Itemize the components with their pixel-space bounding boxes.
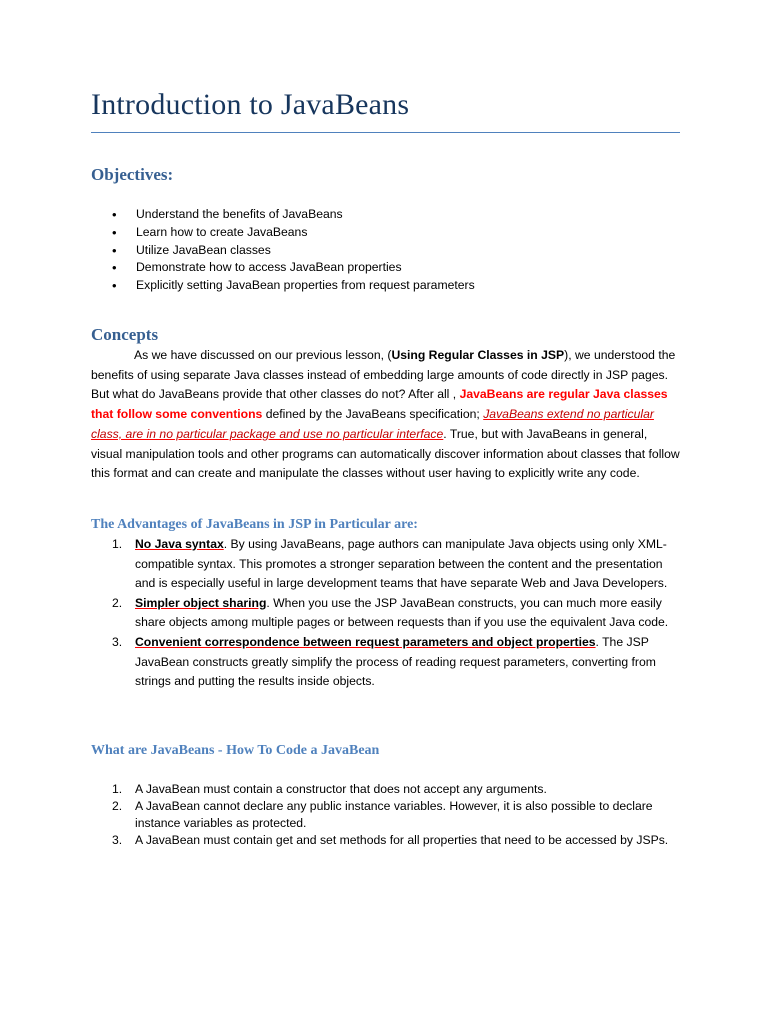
objective-item: • Demonstrate how to access JavaBean properties (112, 259, 475, 277)
concepts-text: defined by the JavaBeans specification; (262, 407, 484, 422)
advantage-text: . The JSP JavaBean constructs greatly simplify the process of reading request parameters, converting from strings and putting the results inside objects. (135, 634, 656, 689)
objective-item: • Explicitly setting JavaBean properties from request parameters (112, 277, 475, 295)
concepts-text: ), we understood the benefits of using separate Java classes instead of embedding large amounts of code directly in JSP pages. But what do JavaBeans provide that other classes do not? After all , (91, 348, 676, 402)
advantage-title: Simpler object sharing (135, 595, 267, 610)
objectives-list (112, 206, 475, 295)
advantage-title: Convenient correspondence between request parameters and object properties (135, 634, 596, 649)
advantage-title: No Java syntax (135, 537, 224, 551)
objective-item: • Learn how to create JavaBeans (112, 224, 475, 242)
howto-item (112, 798, 682, 832)
howto-text: A JavaBean cannot declare any public instance variables. However, it is also possible to declare instance variables as protected. (135, 798, 653, 830)
howto-heading: What are JavaBeans - How To Code a JavaBean (91, 743, 380, 758)
lesson-reference: Using Regular Classes in JSP (391, 348, 565, 362)
objective-item: • Understand the benefits of JavaBeans (112, 206, 475, 224)
document-title: Introduction to JavaBeans (91, 88, 410, 121)
concepts-heading: Concepts (91, 325, 159, 344)
advantage-item (112, 594, 682, 633)
advantages-heading: The Advantages of JavaBeans in JSP in Particular are: (91, 517, 418, 532)
advantages-list (112, 535, 682, 692)
howto-text: A JavaBean must contain a constructor that does not accept any arguments. (135, 782, 547, 796)
advantage-item (112, 633, 682, 692)
concepts-paragraph (91, 346, 681, 484)
howto-item (112, 832, 682, 849)
item-number: 3. (112, 634, 123, 649)
javabeans-note: JavaBeans extend no particular class, are in no particular package and use no particular interface (91, 407, 654, 441)
concepts-text: . True, but with JavaBeans in general, visual manipulation tools and other programs can automatically discover information about classes that follow this format and can create and manipulate the classes without user having to explicitly write any code. (91, 426, 680, 481)
advantage-text: . When you use the JSP JavaBean constructs, you can much more easily share objects among multiple pages or between requests than if you use the equivalent Java code. (135, 595, 669, 630)
howto-item (112, 781, 682, 798)
objectives-heading: Objectives: (91, 165, 174, 184)
howto-text: A JavaBean must contain get and set methods for all properties that need to be accessed by JSPs. (135, 832, 669, 847)
item-number: 1. (112, 537, 123, 551)
item-number: 2. (112, 798, 123, 813)
item-number: 3. (112, 832, 123, 847)
item-number: 1. (112, 782, 123, 796)
conventions-highlight: JavaBeans are regular Java classes that follow some conventions (91, 387, 668, 422)
objective-item: • Utilize JavaBean classes (112, 242, 475, 260)
item-number: 2. (112, 595, 123, 610)
concepts-text: As we have discussed on our previous lesson, ( (134, 348, 392, 362)
advantage-item (112, 535, 682, 594)
title-rule (91, 132, 680, 133)
advantage-text: . By using JavaBeans, page authors can manipulate Java objects using only XML-compatible syntax. This promotes a stronger separation between the content and the presentation and is especially useful in large development teams that have separate Web and Java Developers. (135, 537, 668, 591)
howto-list (112, 781, 682, 849)
